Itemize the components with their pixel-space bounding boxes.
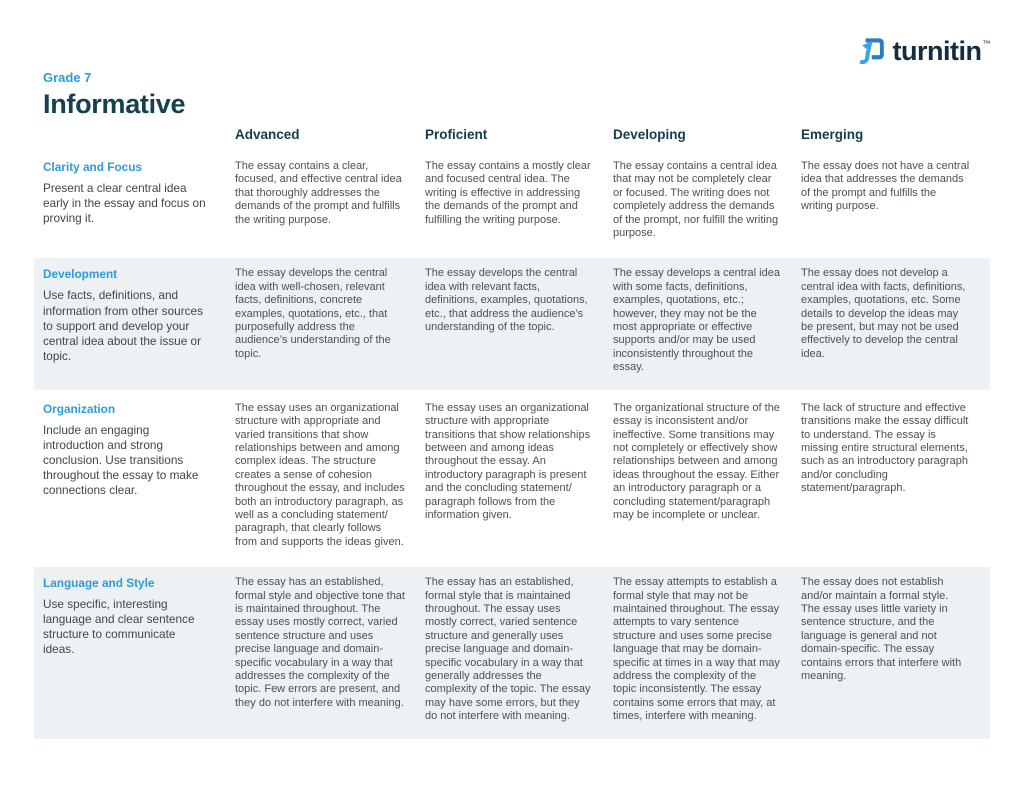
cell-proficient: The essay contains a mostly clear and focused central idea. The writing is effective in addressing the demands of the prompt and fulfilling the writing purpose. xyxy=(425,160,591,226)
criterion-cell xyxy=(34,160,235,240)
criterion-description: Present a clear central idea early in the essay and focus on proving it. xyxy=(43,181,206,226)
cell-proficient: The essay has an established, formal style that is maintained throughout. The essay uses mostly correct, varied sentence structure and generally uses precise language and domain-specific vocabulary in a way that generally addresses the complexity of the topic. The essay may have some errors, but they do not interfere with meaning. xyxy=(425,576,591,723)
cell-emerging: The essay does not develop a central idea with facts, definitions, examples, quotations, etc. Some details to develop the ideas may be present, but may not be used effectively to develop the central idea. xyxy=(801,267,966,360)
cell-emerging: The lack of structure and effective transitions make the essay difficult to understand. The essay is missing entire structural elements, such as an introductory paragraph and/or concluding statement/paragraph. xyxy=(801,401,969,495)
rubric-row-language-and-style xyxy=(34,567,990,738)
column-header-proficient: Proficient xyxy=(425,127,488,142)
rubric-row-clarity-and-focus xyxy=(34,151,990,255)
cell-advanced: The essay uses an organizational structure with appropriate and varied transitions that show relationships between and among complex ideas. The structure creates a sense of cohesion throughout the essay, and includes both an introductory paragraph, as well as a concluding statement/ paragraph, that clearly follows from and supports the ideas given. xyxy=(235,401,405,548)
title-block xyxy=(43,70,185,120)
page-title: Informative xyxy=(43,89,186,119)
column-header-emerging: Emerging xyxy=(801,127,864,142)
cell-developing: The essay attempts to establish a formal style that may not be maintained throughout. The essay attempts to vary sentence structure and uses some precise language that may be domain-specific at times in a way that may address the complexity of the topic inconsistently. The essay contains some errors that may, at times, interfere with meaning. xyxy=(613,576,780,723)
rubric-row-organization xyxy=(34,393,990,564)
criterion-cell xyxy=(34,267,235,374)
brand-text: turnitin xyxy=(892,35,982,66)
cell-emerging: The essay does not have a central idea that addresses the demands of the prompt and fulfills the writing purpose. xyxy=(801,160,970,213)
criterion-label: Organization xyxy=(43,401,116,416)
criterion-label: Development xyxy=(43,267,118,282)
cell-advanced: The essay contains a clear, focused, and effective central idea that thoroughly addresses the demands of the prompt and fulfills the writing purpose. xyxy=(235,160,402,226)
column-header-row xyxy=(34,127,990,151)
column-header-advanced: Advanced xyxy=(235,127,300,142)
cell-proficient: The essay uses an organizational structure with appropriate transitions that show relationships between and among ideas throughout the essay. An introductory paragraph is present and the concluding statement/ paragraph follows from the information given. xyxy=(425,401,591,521)
cell-advanced: The essay develops the central idea with well-chosen, relevant facts, definitions, concrete examples, quotations, etc., that purposefully address the audience’s understanding of the topic. xyxy=(235,267,391,360)
criterion-cell xyxy=(34,402,235,549)
grade-label: Grade 7 xyxy=(43,70,92,85)
criterion-cell xyxy=(34,576,235,723)
column-header-developing: Developing xyxy=(613,127,686,142)
criterion-description: Use facts, definitions, and information from other sources to support and develop your central idea about the issue or topic. xyxy=(43,288,203,363)
criterion-label: Clarity and Focus xyxy=(43,160,142,174)
criterion-label: Language and Style xyxy=(43,576,155,591)
turnitin-arrow-icon xyxy=(857,36,887,66)
criterion-description: Include an engaging introduction and strong conclusion. Use transitions throughout the essay to make connections clear. xyxy=(43,422,199,498)
turnitin-logo xyxy=(857,36,990,66)
rubric-row-development xyxy=(34,258,990,389)
rubric-table xyxy=(34,127,990,742)
criterion-description: Use specific, interesting language and clear sentence structure to communicate ideas. xyxy=(43,597,195,657)
trademark-symbol: ™ xyxy=(982,38,990,48)
cell-developing: The essay contains a central idea that may not be completely clear or focused. The writing does not completely address the demands of the prompt, nor fulfill the writing purpose. xyxy=(613,160,779,240)
cell-developing: The organizational structure of the essay is inconsistent and/or ineffective. Some transitions may not completely or effectively show relationships between and among ideas throughout the essay. Either an introductory paragraph or a concluding statement/paragraph may be incomplete or unclear. xyxy=(613,401,780,521)
brand-wordmark xyxy=(892,35,990,66)
header-spacer xyxy=(34,127,235,142)
cell-emerging: The essay does not establish and/or maintain a formal style. The essay uses little variety in sentence structure, and the language is general and not domain-specific. The essay contains errors that interfere with meaning. xyxy=(801,576,962,682)
cell-proficient: The essay develops the central idea with relevant facts, definitions, examples, quotations, etc., that address the audience’s understanding of the topic. xyxy=(425,267,588,334)
cell-developing: The essay develops a central idea with some facts, definitions, examples, quotations, etc.; however, they may not be the most appropriate or effective supports and/or may be used inconsistently throughout the essay. xyxy=(613,267,780,374)
cell-advanced: The essay has an established, formal style and objective tone that is maintained throughout. The essay uses mostly correct, varied sentence structure and uses precise language and domain-specific vocabulary in a way that addresses the complexity of the topic. Few errors are present, and they do not interfere with meaning. xyxy=(235,576,405,709)
